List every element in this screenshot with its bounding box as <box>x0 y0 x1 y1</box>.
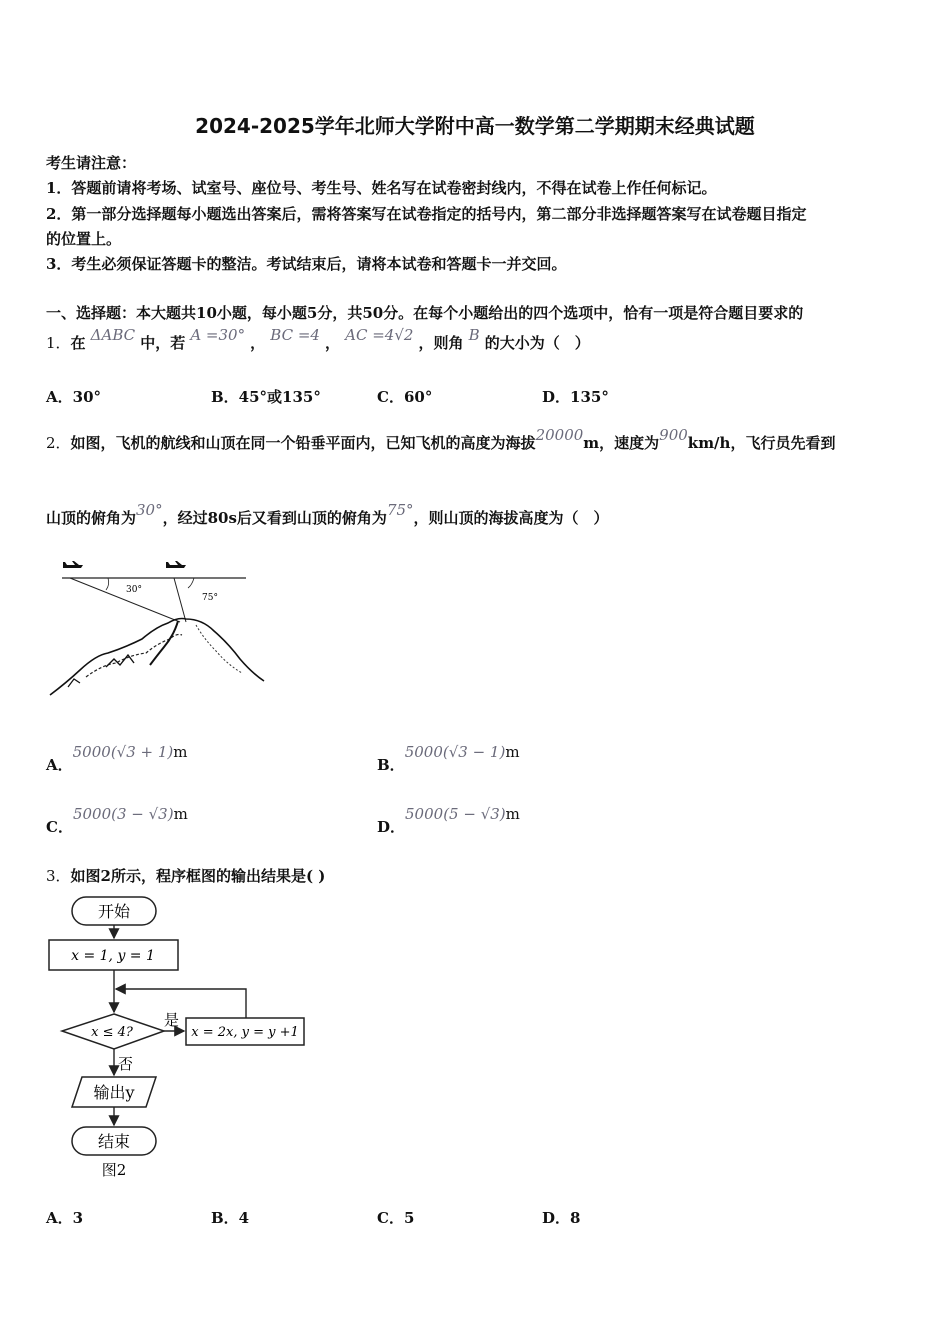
flow-output-label: 输出y <box>93 1083 135 1102</box>
question-number: 3． <box>46 867 71 885</box>
flowchart-figure <box>46 893 316 1183</box>
question-number: 1． <box>46 334 71 352</box>
flow-end-label: 结束 <box>97 1132 131 1151</box>
text: 中，若 <box>140 334 186 352</box>
notice-item: 1．答题前请将考场、试室号、座位号、考生号、姓名写在试卷密封线内，不得在试卷上作任何标记。 <box>46 179 717 197</box>
question-3-stem <box>46 865 325 886</box>
math-expr: 5000(√3 − 1) <box>404 743 506 761</box>
sight-line-75 <box>174 578 186 622</box>
text: 在 <box>70 334 86 352</box>
option-d <box>377 805 520 836</box>
angle-arc <box>106 578 109 590</box>
option-c <box>46 805 188 836</box>
math-expr: AC =4√2 <box>345 326 414 344</box>
math-expr: 900 <box>659 426 688 444</box>
question-2-stem-line1 <box>46 426 836 453</box>
flow-init-label: x = 1, y = 1 <box>71 948 155 964</box>
option-a: A．3 <box>46 1209 84 1227</box>
text: 如图2所示，程序框图的输出结果是( ) <box>70 867 326 885</box>
flow-no-label: 否 <box>118 1055 134 1073</box>
section-heading: 一、选择题：本大题共10小题，每小题5分，共50分。在每个小题给出的四个选项中，恰有一项是符合题目要求的 <box>46 304 804 322</box>
math-expr: B <box>468 326 480 344</box>
angle-label-75: 75° <box>202 593 218 603</box>
airplane-mountain-figure <box>46 555 271 703</box>
math-expr: 5000(5 − √3) <box>405 805 506 823</box>
option-label: D． <box>377 818 406 836</box>
option-b: B．45°或135° <box>211 388 321 406</box>
angle-arc <box>188 578 194 588</box>
question-number: 2． <box>46 434 71 452</box>
option-c: C．5 <box>377 1209 415 1227</box>
option-b: B．4 <box>211 1209 250 1227</box>
text: ，则角 <box>418 334 464 352</box>
option-a: A．30° <box>46 388 102 406</box>
notice-item: 3．考生必须保证答题卡的整洁。考试结束后，请将本试卷和答题卡一并交回。 <box>46 255 567 273</box>
text: 山顶的俯角为 <box>46 509 137 527</box>
unit: m <box>505 805 520 823</box>
mountain-illustration <box>50 619 264 696</box>
math-expr: 30° <box>136 501 163 519</box>
text: ， <box>250 334 266 352</box>
angle-label-30: 30° <box>126 585 142 595</box>
option-b <box>377 743 520 774</box>
flow-condition-label: x ≤ 4? <box>91 1025 133 1040</box>
option-d: D．135° <box>542 388 609 406</box>
question-2-stem-line2 <box>46 501 609 528</box>
text: ，经过80s后又看到山顶的俯角为 <box>162 509 387 527</box>
text: ，则山顶的海拔高度为（ ） <box>413 509 609 527</box>
unit: m <box>173 805 188 823</box>
math-expr: BC =4 <box>270 326 320 344</box>
notice-heading: 考生请注意： <box>46 154 137 172</box>
unit: m <box>173 743 188 761</box>
airplane-icon <box>166 561 186 568</box>
flow-body-label: x = 2x, y = y +1 <box>191 1025 299 1040</box>
unit: m <box>505 743 520 761</box>
notice-item: 的位置上。 <box>46 230 122 248</box>
option-label: B． <box>377 756 405 774</box>
math-expr: 5000(3 − √3) <box>72 805 174 823</box>
text: ， <box>325 334 341 352</box>
option-label: A． <box>46 756 73 774</box>
flow-start-label: 开始 <box>97 902 131 921</box>
option-c: C．60° <box>377 388 433 406</box>
text: 如图，飞机的航线和山顶在同一个铅垂平面内，已知飞机的高度为海拔 <box>70 434 536 452</box>
airplane-icon <box>63 561 83 568</box>
page-title: 2024-2025学年北师大学附中高一数学第二学期期末经典试题 <box>195 114 755 138</box>
math-expr: 20000 <box>535 426 584 444</box>
text: km/h，飞行员先看到 <box>687 434 836 452</box>
sight-line-30 <box>70 578 180 622</box>
math-expr: 75° <box>386 501 414 519</box>
option-a <box>46 743 188 774</box>
text: 的大小为（ ） <box>484 334 590 352</box>
math-expr: 5000(√3 + 1) <box>72 743 174 761</box>
figure-caption: 图2 <box>101 1161 127 1179</box>
option-label: C． <box>46 818 73 836</box>
text: m，速度为 <box>583 434 660 452</box>
question-1-stem <box>46 326 590 353</box>
flow-yes-label: 是 <box>164 1011 180 1029</box>
math-expr: A =30° <box>190 326 246 344</box>
notice-item: 2．第一部分选择题每小题选出答案后，需将答案写在试卷指定的括号内，第二部分非选择题答案写在试卷题目指定 <box>46 205 807 223</box>
math-expr: ΔABC <box>90 326 136 344</box>
option-d: D．8 <box>542 1209 581 1227</box>
